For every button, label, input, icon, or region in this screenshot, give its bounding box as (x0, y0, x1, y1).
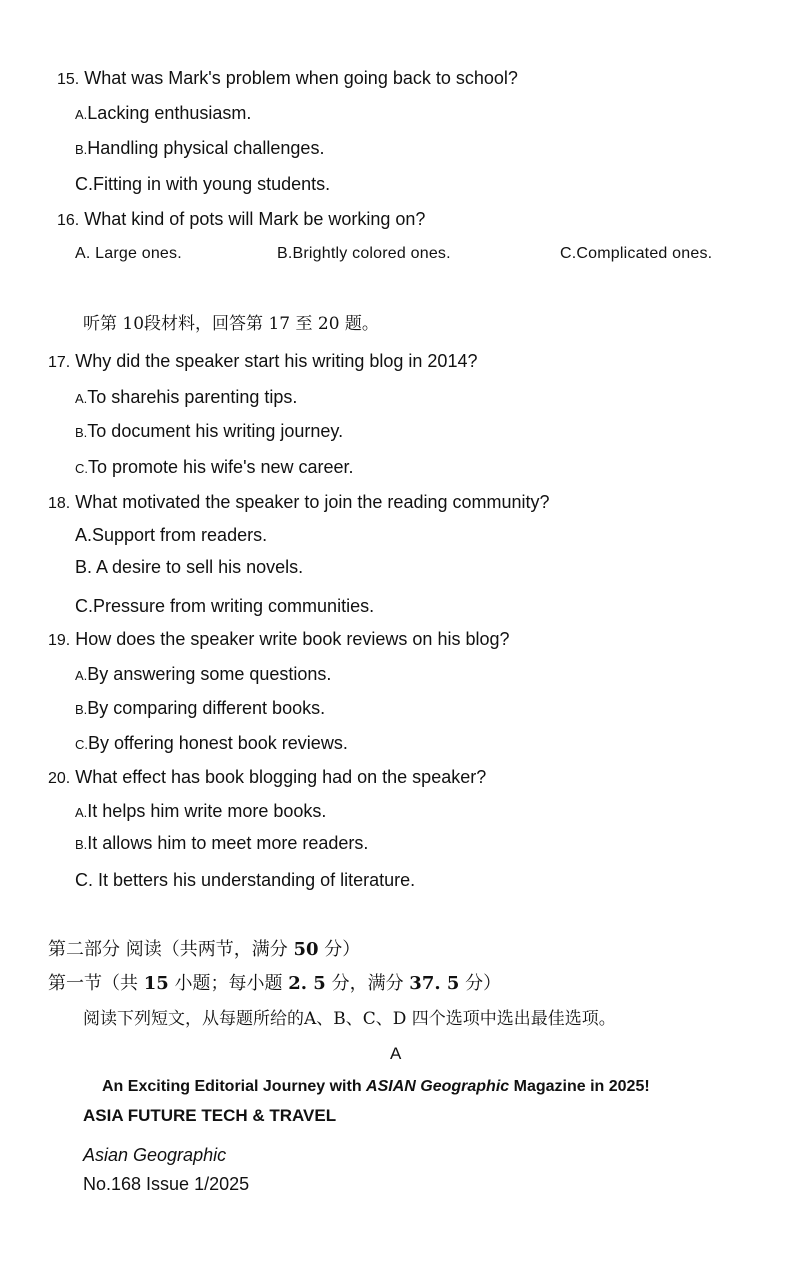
question-16 (57, 208, 425, 232)
option-20b: B.It allows him to meet more readers. (75, 833, 369, 853)
part2-heading: 第二部分 阅读（共两节，满分 50 分） (48, 939, 361, 960)
option-18a: A.Support from readers. (75, 525, 268, 545)
question-18: 18. What motivated the speaker to join the reading community? (48, 492, 550, 512)
article-title: An Exciting Editorial Journey with ASIAN Geographic Magazine in 2025! (102, 1078, 650, 1095)
issue-number: No.168 Issue 1/2025 (83, 1174, 250, 1194)
option-15b: B.Handling physical challenges. (75, 138, 325, 158)
question-19: 19. How does the speaker write book reviews on his blog? (48, 629, 510, 649)
question-text: What was Mark's problem when going back to school? (84, 68, 518, 88)
question-15 (57, 67, 518, 91)
passage-label: A (390, 1044, 402, 1063)
listening-instruction: 听第 10段材料，回答第 17 至 20 题。 (83, 314, 379, 334)
question-number: 15. (57, 71, 80, 88)
option-15c: C.Fitting in with young students. (75, 174, 331, 194)
question-20: 20. What effect has book blogging had on the speaker? (48, 767, 487, 787)
question-text: What kind of pots will Mark be working on? (84, 209, 426, 229)
option-18c: C.Pressure from writing communities. (75, 596, 375, 616)
option-18b: B. A desire to sell his novels. (75, 557, 304, 577)
option-20a: A.It helps him write more books. (75, 801, 327, 821)
article-subtitle: ASIA FUTURE TECH & TRAVEL (83, 1106, 337, 1125)
magazine-name: Asian Geographic (83, 1145, 227, 1165)
option-17a: A.To sharehis parenting tips. (75, 387, 298, 407)
reading-instruction: 阅读下列短文，从每题所给的A、B、C、D 四个选项中选出最佳选项。 (83, 1009, 616, 1029)
option-17b: B.To document his writing journey. (75, 421, 344, 441)
option-17c: C.To promote his wife's new career. (75, 457, 354, 477)
option-19a: A.By answering some questions. (75, 664, 332, 684)
option-16b: B.Brightly colored ones. (277, 245, 451, 262)
option-16a: A. Large ones. (75, 245, 182, 262)
question-17: 17. Why did the speaker start his writing blog in 2014? (48, 351, 478, 371)
section1-heading: 第一节（共 15 小题；每小题 2. 5 分，满分 37. 5 分） (48, 973, 502, 994)
option-20c: C. It betters his understanding of literature. (75, 870, 416, 890)
question-number: 16. (57, 212, 80, 229)
option-15a: A.Lacking enthusiasm. (75, 103, 252, 123)
option-19b: B.By comparing different books. (75, 698, 326, 718)
option-19c: C.By offering honest book reviews. (75, 733, 348, 753)
option-16c: C.Complicated ones. (560, 245, 713, 262)
